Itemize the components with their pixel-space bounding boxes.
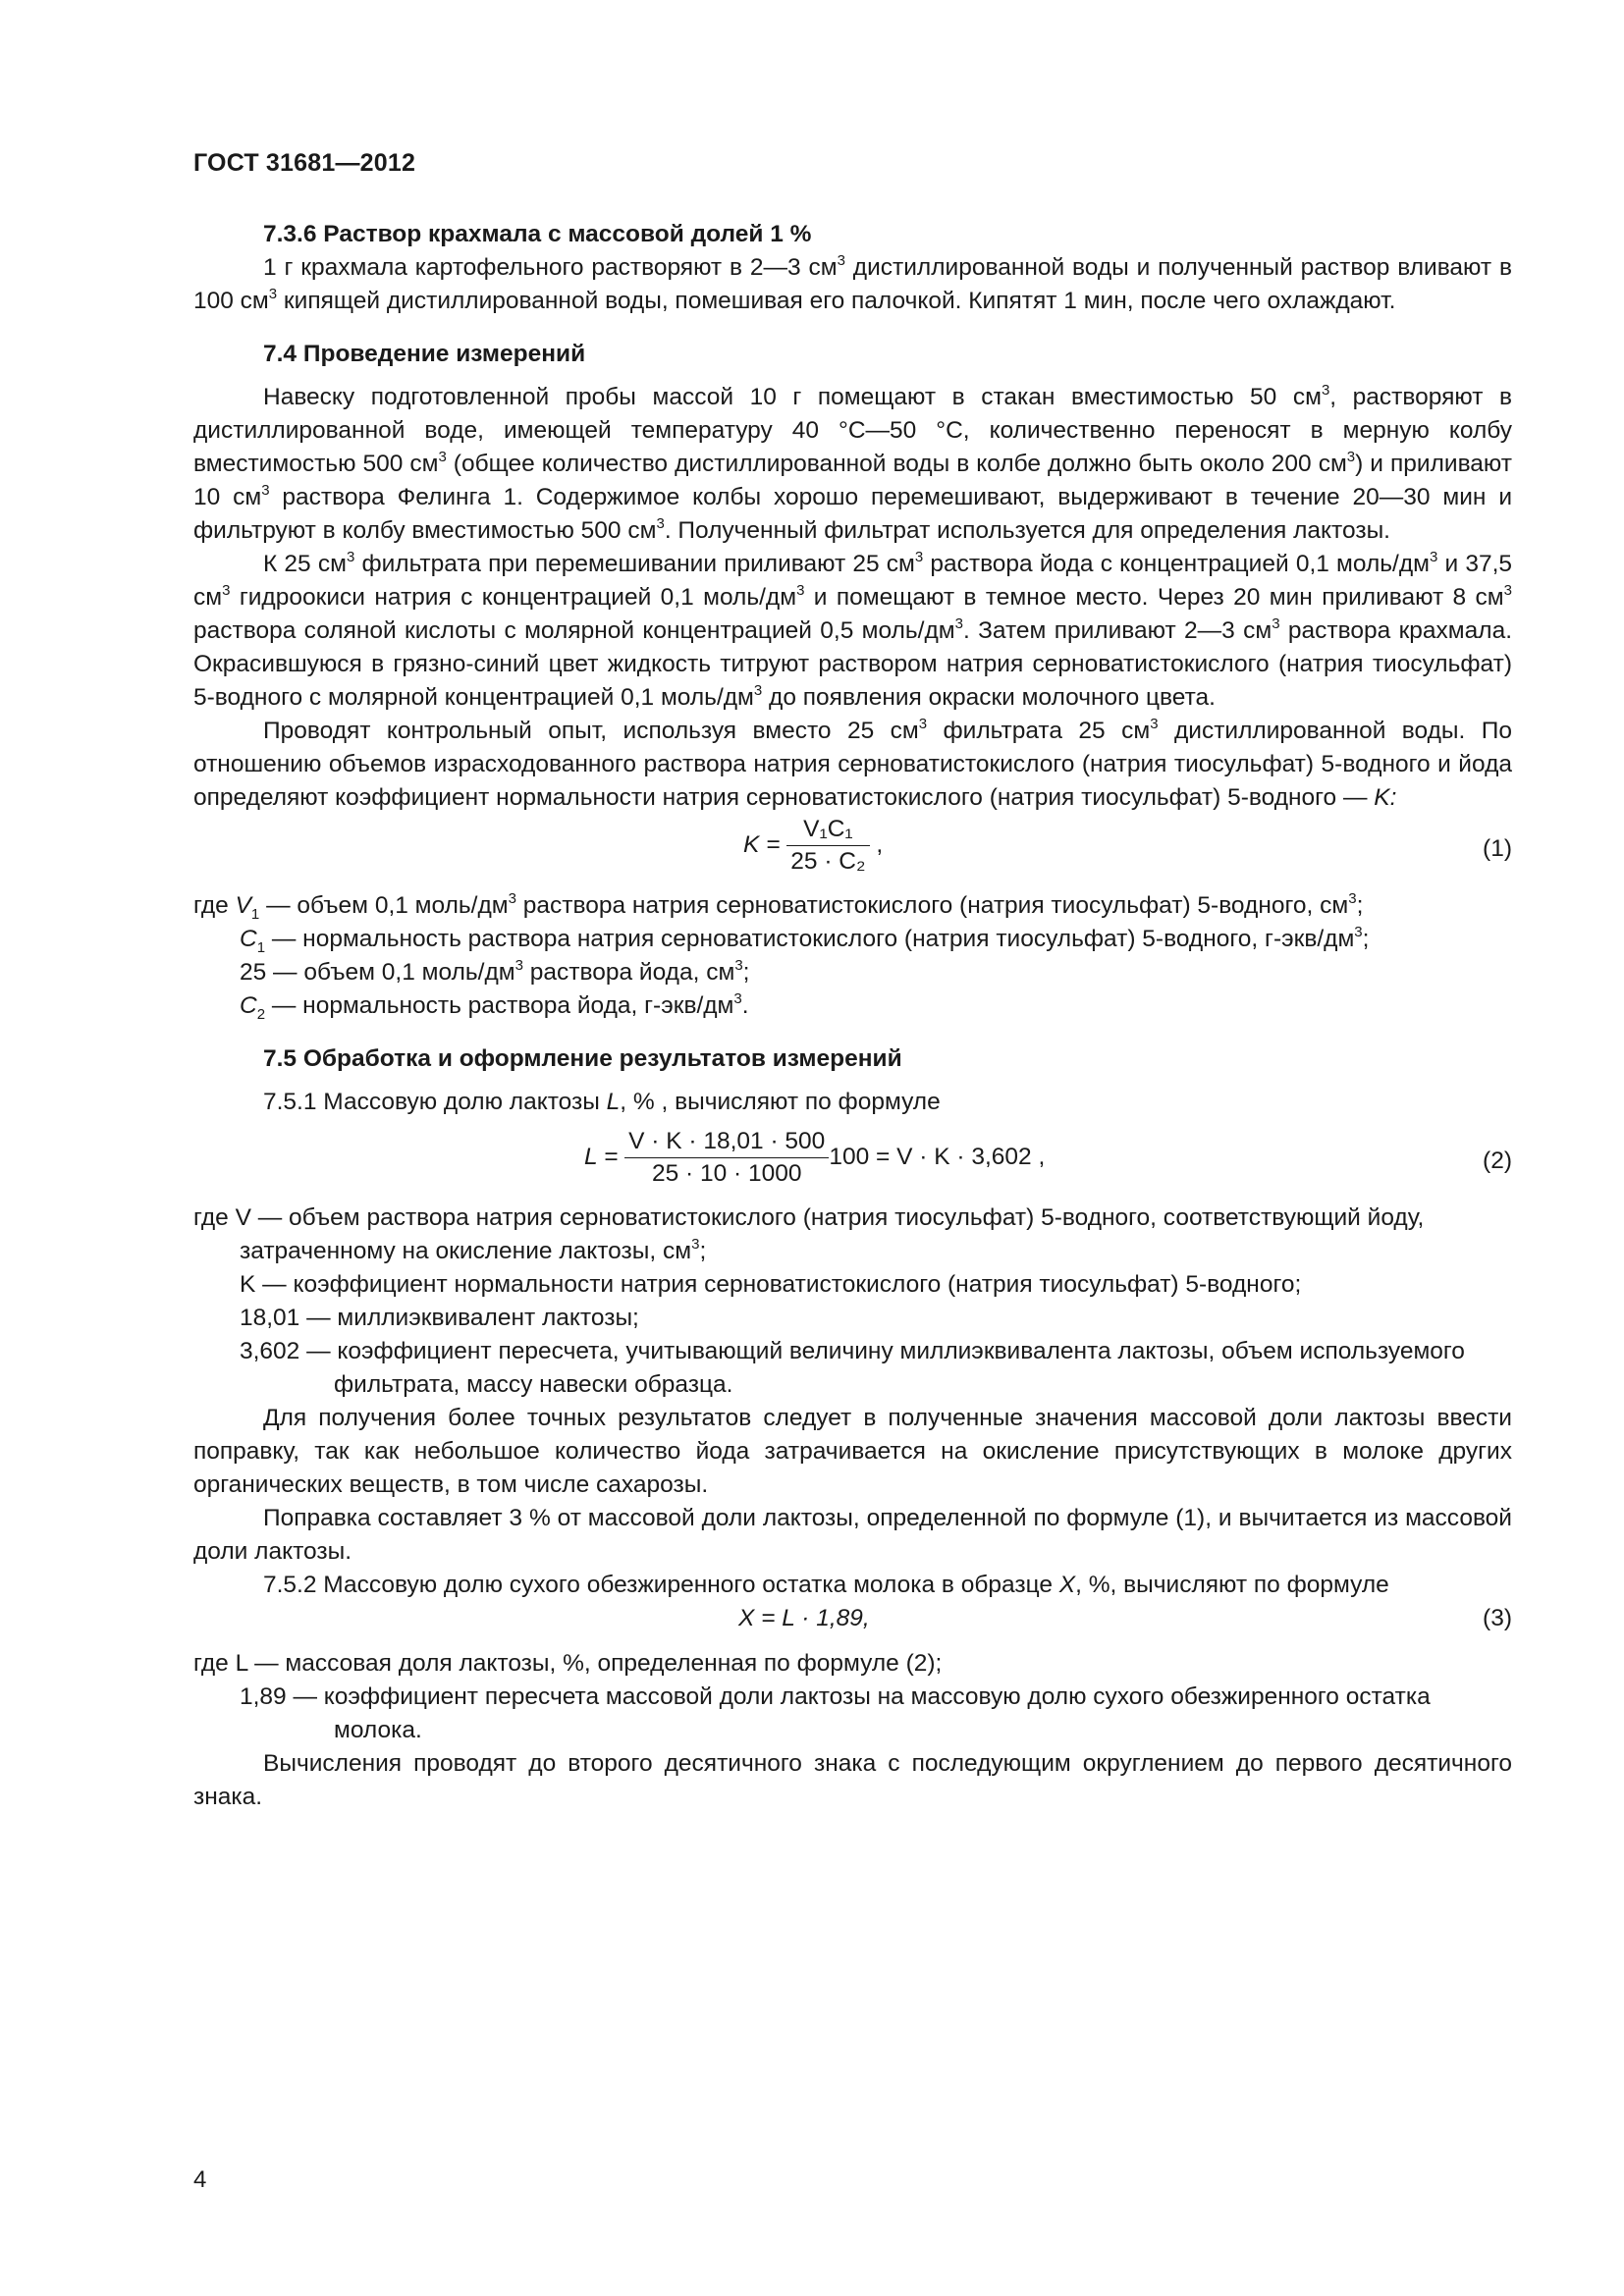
section-7-3-6-title: 7.3.6 Раствор крахмала с массовой долей 1 % [263,221,812,247]
section-7-3-6-paragraph: 1 г крахмала картофельного растворяют в 2—3 $см^3$ дистиллированной воды и полученный раствор вливают в 100 $см^3$ кипящей дистиллированной воды, помешивая его палочкой. Кипятят 1 мин, после чего охлаждают. [193,252,1512,314]
section-7-5-paragraph-amendment: Поправка составляет 3 % от массовой доли лактозы, определенной по формуле (1), и вычитается из массовой доли лактозы. [193,1505,1512,1565]
formula-1-denominator: 25 · C₂ [790,848,866,875]
legend-25: 25 — объем 0,1 моль/$дм^3$ раствора йода, $см^3$; [240,957,750,986]
section-7-4-paragraph-2: К 25 $см^3$ фильтрата при перемешивании приливают 25 $см^3$ раствора йода с концентрацией 0,1 моль/$дм^3$ и 37,5 $см^3$ гидроокиси натрия с концентрацией 0,1 моль/$дм^3$ и помещают в темное место. Через 20 мин приливают 8 $см^3$ раствора соляной кислоты с молярной концентрацией 0,5 моль/$дм^3$. Затем приливают 2—3 $см^3$ раствора крахмала. Окрасившуюся в грязно-синий цвет жидкость титруют раствором натрия серноватистокислого (натрия тиосульфат) 5-водного с молярной концентрацией 0,1 моль/$дм^3$ до появления окраски молочного цвета. [193,549,1513,711]
section-7-5-paragraph-correction: Для получения более точных результатов следует в полученные значения массовой доли лактозы ввести поправку, так как небольшое количество йода затрачивается на окисление присутствующих в молоке других органических веществ, в том числе сахарозы. [193,1405,1512,1498]
formula-2-number: (2) [1483,1148,1512,1174]
legend-3-602: 3,602 — коэффициент пересчета, учитывающий величину миллиэквивалента лактозы, объем используемого фильтрата, массу навески образца. [240,1338,1465,1398]
legend-c2: $C_2$ — нормальность раствора йода, $г-экв/дм^3$. [240,990,749,1023]
legend-l: где L — массовая доля лактозы, %, определенная по формуле (2); [193,1650,943,1677]
section-7-4-paragraph-3: Проводят контрольный опыт, используя вместо 25 $см^3$ фильтрата 25 $см^3$ дистиллированной воды. По отношению объемов израсходованного раствора натрия серноватистокислого (натрия тиосульфат) 5-водного и йода определяют коэффициент нормальности натрия серноватистокислого (натрия тиосульфат) 5-водного — K: [193,716,1512,811]
page-number: 4 [193,2166,207,2193]
formula-1-number: (1) [1483,835,1512,862]
formula-2-denominator: 25 · 10 · 1000 [651,1160,802,1187]
standard-header: ГОСТ 31681—2012 [193,149,416,177]
formula-2-lhs: L = [584,1143,619,1170]
legend-c1: $C_1$ — нормальность раствора натрия серноватистокислого (натрия тиосульфат) 5-водного, $г-экв/дм^3$; [240,924,1370,956]
formula-1-numerator: V₁C₁ [786,815,869,846]
section-7-5-title: 7.5 Обработка и оформление результатов измерений [263,1045,902,1072]
section-7-4-paragraph-1: Навеску подготовленной пробы массой 10 г помещают в стакан вместимостью 50 $см^3$, растворяют в дистиллированной воде, имеющей температуру 40 °С—50 °С, количественно переносят в мерную колбу вместимостью 500 $см^3$ (общее количество дистиллированной воды в колбе должно быть около 200 $см^3$) и приливают 10 $см^3$ раствора Фелинга 1. Содержимое колбы хорошо перемешивают, выдерживают в течение 20—30 мин и фильтруют в колбу вместимостью 500 $см^3$. Полученный фильтрат используется для определения лактозы. [193,382,1513,544]
formula-2-fraction [624,1127,829,1189]
section-7-4-title: 7.4 Проведение измерений [263,341,586,367]
document-body [193,218,1512,1814]
formula-3-number: (3) [1483,1605,1512,1631]
formula-3-legend [193,1647,1512,1747]
section-7-5-2-paragraph: 7.5.2 Массовую долю сухого обезжиренного остатка молока в образце X, %, вычисляют по формуле [263,1572,1389,1598]
formula-1-lhs: K = [743,830,781,858]
legend-v1: где $V_1$ — объем 0,1 моль/$дм^3$ раствора натрия серноватистокислого (натрия тиосульфат) 5-водного, $см^3$; [193,890,1364,923]
formula-2-numerator: V · K · 18,01 · 500 [624,1127,829,1158]
formula-1: K = $\frac{\text{V₁C₁}}{\text{25 · C₂}}$ , (1) [743,816,1512,875]
section-7-5-1-paragraph: 7.5.1 Массовую долю лактозы L, % , вычисляют по формуле [263,1089,941,1115]
section-7-5-paragraph-rounding: Вычисления проводят до второго десятичного знака с последующим округлением до первого десятичного знака. [193,1750,1512,1810]
legend-18-01: 18,01 — миллиэквивалент лактозы; [240,1305,639,1331]
formula-2-legend [193,1201,1512,1402]
legend-v: где V — объем раствора натрия серноватистокислого (натрия тиосульфат) 5-водного, соответствующий йоду, затраченному на окисление лактозы, $см^3$; [193,1204,1425,1264]
legend-1-89: 1,89 — коэффициент пересчета массовой доли лактозы на массовую долю сухого обезжиренного остатка молока. [240,1683,1431,1743]
formula-2 [193,1127,1512,1196]
formula-1-legend [193,889,1512,1023]
formula-2-rhs: 100 = V · K · 3,602 , [829,1143,1046,1170]
legend-k: K — коэффициент нормальности натрия серноватистокислого (натрия тиосульфат) 5-водного; [240,1271,1302,1298]
formula-1-fraction [786,815,869,877]
formula-3 [193,1602,1512,1641]
formula-3-expression: X = L · 1,89, [738,1605,870,1631]
